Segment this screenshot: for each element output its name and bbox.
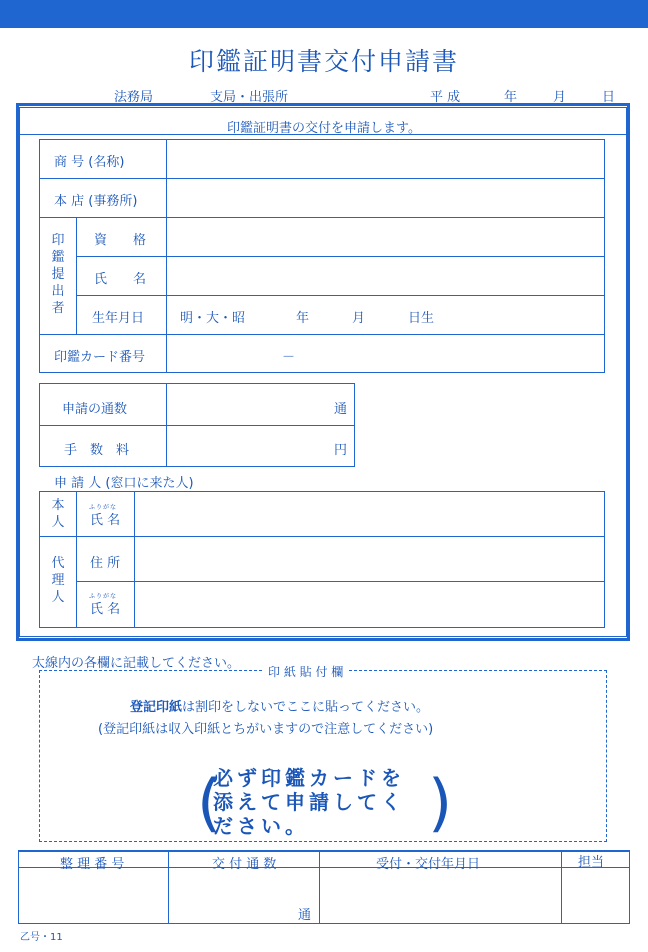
stamp-instruction-rest: は割印をしないでここに貼ってください。	[182, 700, 430, 715]
agent-label: 代 理 人	[51, 556, 65, 605]
fill-instruction-note: 太線内の各欄に記載してください。	[32, 656, 241, 671]
agent-address-label: 住 所	[90, 556, 121, 571]
self-name-field[interactable]	[136, 492, 603, 535]
birth-month-unit: 月	[352, 311, 366, 326]
seal-card-dash: －	[282, 350, 296, 365]
seal-card-reminder-line-1: 必ず印鑑カードを	[213, 766, 405, 790]
qualification-label: 資 格	[94, 233, 147, 248]
agent-furigana-label: ふりがな	[89, 593, 118, 600]
self-label: 本 人	[51, 498, 65, 530]
agent-address-field[interactable]	[136, 537, 603, 580]
copies-unit: 通	[334, 402, 348, 417]
birth-era-options[interactable]: 明・大・昭	[180, 311, 246, 326]
stamp-instruction	[130, 696, 429, 715]
seal-card-reminder-line-3: ださい。	[213, 814, 309, 838]
registration-stamp-term: 登記印紙	[130, 700, 183, 715]
self-name-label: 氏 名	[90, 513, 121, 528]
copies-label: 申請の通数	[62, 402, 128, 417]
birth-day-unit: 日生	[408, 311, 435, 326]
era-label: 平 成	[430, 90, 461, 105]
seal-card-number-field[interactable]	[168, 335, 603, 371]
copies-field[interactable]	[168, 384, 328, 424]
head-office-field[interactable]	[168, 179, 603, 216]
stamp-area-title: 印 紙 貼 付 欄	[262, 663, 349, 680]
branch-label: 支局・出張所	[210, 90, 289, 105]
left-bracket-icon: (	[197, 766, 222, 839]
applicant-heading: 申 請 人 (窓口に来た人)	[54, 476, 194, 491]
right-bracket-icon: )	[428, 766, 453, 839]
fee-unit: 円	[334, 443, 348, 458]
stamp-caution: (登記印紙は収入印紙とちがいますので注意してください)	[98, 722, 434, 737]
issued-copies-header: 交 付 通 数	[212, 857, 277, 872]
bureau-label: 法務局	[114, 90, 154, 105]
head-office-label: 本 店 (事務所)	[54, 194, 138, 209]
agent-name-label: 氏 名	[90, 602, 121, 617]
birth-year-unit: 年	[296, 311, 310, 326]
fee-label: 手 数 料	[64, 443, 130, 458]
qualification-field[interactable]	[168, 218, 603, 255]
staff-header: 担当	[578, 855, 605, 870]
seal-card-number-label: 印鑑カード番号	[54, 350, 146, 365]
seal-submitter-label: 印 鑑 提 出 者	[51, 233, 65, 316]
month-label: 月	[553, 90, 567, 105]
trade-name-label: 商 号 (名称)	[54, 155, 125, 170]
form-code: 乙号・11	[20, 932, 63, 943]
fee-field[interactable]	[168, 426, 328, 465]
birth-date-label: 生年月日	[92, 311, 145, 326]
day-label: 日	[602, 90, 616, 105]
seal-card-reminder-line-2: 添えて申請してく	[213, 790, 405, 814]
intro-text: 印鑑証明書の交付を申請します。	[227, 121, 421, 136]
trade-name-field[interactable]	[168, 140, 603, 177]
ref-number-header: 整 理 番 号	[60, 857, 125, 872]
submitter-name-field[interactable]	[168, 257, 603, 294]
year-label: 年	[504, 90, 518, 105]
received-date-header: 受付・交付年月日	[376, 857, 481, 872]
page-title: 印鑑証明書交付申請書	[188, 47, 459, 76]
agent-name-field[interactable]	[136, 582, 603, 626]
self-furigana-label: ふりがな	[89, 504, 118, 511]
top-color-bar	[0, 0, 648, 28]
submitter-name-label: 氏 名	[94, 272, 147, 287]
issued-copies-unit: 通	[298, 908, 312, 923]
